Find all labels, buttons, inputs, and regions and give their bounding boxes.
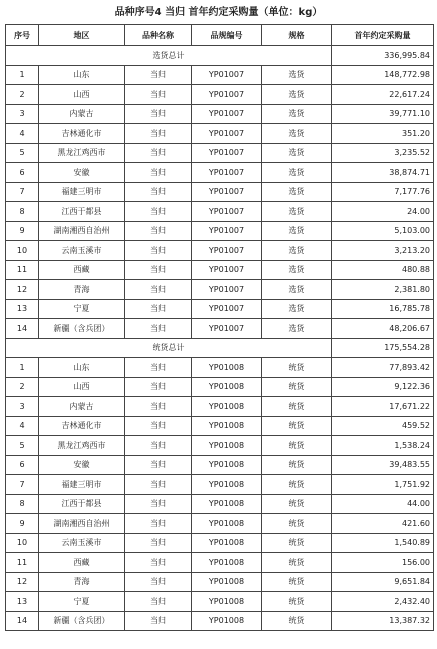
- table-row: [6, 377, 434, 397]
- cell-variety-name: 当归: [125, 436, 192, 456]
- cell-grade: 统货: [262, 572, 332, 592]
- cell-spec-code: YP01007: [192, 163, 262, 183]
- cell-no: 5: [6, 436, 39, 456]
- cell-grade: 统货: [262, 494, 332, 514]
- cell-no: 2: [6, 377, 39, 397]
- cell-spec-code: YP01007: [192, 124, 262, 144]
- cell-spec-code: YP01007: [192, 260, 262, 280]
- cell-grade: 选货: [262, 221, 332, 241]
- cell-no: 14: [6, 611, 39, 631]
- cell-spec-code: YP01007: [192, 65, 262, 85]
- cell-spec-code: YP01007: [192, 299, 262, 319]
- cell-spec-code: YP01008: [192, 553, 262, 573]
- cell-region: 湖南湘西自治州: [39, 514, 125, 534]
- cell-variety-name: 当归: [125, 319, 192, 339]
- cell-grade: 统货: [262, 514, 332, 534]
- cell-region: 安徽: [39, 163, 125, 183]
- cell-region: 福建三明市: [39, 475, 125, 495]
- cell-variety-name: 当归: [125, 553, 192, 573]
- cell-variety-name: 当归: [125, 611, 192, 631]
- cell-spec-code: YP01008: [192, 611, 262, 631]
- cell-spec-code: YP01007: [192, 221, 262, 241]
- cell-amount: 77,893.42: [332, 358, 434, 378]
- cell-variety-name: 当归: [125, 533, 192, 553]
- cell-region: 宁夏: [39, 299, 125, 319]
- cell-region: 山西: [39, 85, 125, 105]
- cell-grade: 选货: [262, 241, 332, 261]
- cell-no: 10: [6, 241, 39, 261]
- cell-amount: 9,122.36: [332, 377, 434, 397]
- cell-region: 云南玉溪市: [39, 241, 125, 261]
- cell-grade: 选货: [262, 319, 332, 339]
- table-row: [6, 143, 434, 163]
- cell-amount: 156.00: [332, 553, 434, 573]
- cell-variety-name: 当归: [125, 377, 192, 397]
- cell-variety-name: 当归: [125, 572, 192, 592]
- cell-region: 新疆（含兵团）: [39, 611, 125, 631]
- cell-amount: 17,671.22: [332, 397, 434, 417]
- cell-grade: 统货: [262, 533, 332, 553]
- cell-grade: 统货: [262, 475, 332, 495]
- subtotal-label: 选货总计: [6, 46, 332, 66]
- cell-amount: 2,432.40: [332, 592, 434, 612]
- table-row: [6, 572, 434, 592]
- cell-grade: 统货: [262, 436, 332, 456]
- cell-no: 4: [6, 416, 39, 436]
- table-row: [6, 319, 434, 339]
- table-row: [6, 533, 434, 553]
- cell-grade: 统货: [262, 377, 332, 397]
- cell-amount: 48,206.67: [332, 319, 434, 339]
- cell-amount: 24.00: [332, 202, 434, 222]
- cell-grade: 统货: [262, 416, 332, 436]
- cell-region: 山东: [39, 358, 125, 378]
- table-row: [6, 221, 434, 241]
- cell-no: 5: [6, 143, 39, 163]
- cell-grade: 统货: [262, 397, 332, 417]
- cell-spec-code: YP01008: [192, 377, 262, 397]
- cell-grade: 选货: [262, 182, 332, 202]
- header-spec-code: 品规编号: [192, 25, 262, 46]
- cell-spec-code: YP01007: [192, 85, 262, 105]
- table-row: [6, 514, 434, 534]
- cell-region: 福建三明市: [39, 182, 125, 202]
- cell-amount: 351.20: [332, 124, 434, 144]
- cell-amount: 39,483.55: [332, 455, 434, 475]
- cell-region: 宁夏: [39, 592, 125, 612]
- cell-grade: 选货: [262, 260, 332, 280]
- subtotal-row: [6, 46, 434, 66]
- cell-amount: 5,103.00: [332, 221, 434, 241]
- cell-no: 1: [6, 358, 39, 378]
- cell-spec-code: YP01008: [192, 436, 262, 456]
- header-first-year-amount: 首年约定采购量: [332, 25, 434, 46]
- cell-region: 吉林通化市: [39, 124, 125, 144]
- cell-spec-code: YP01008: [192, 455, 262, 475]
- cell-region: 山东: [39, 65, 125, 85]
- cell-region: 云南玉溪市: [39, 533, 125, 553]
- cell-amount: 38,874.71: [332, 163, 434, 183]
- cell-amount: 480.88: [332, 260, 434, 280]
- cell-region: 内蒙古: [39, 397, 125, 417]
- subtotal-label: 统货总计: [6, 338, 332, 358]
- cell-variety-name: 当归: [125, 163, 192, 183]
- table-row: [6, 397, 434, 417]
- cell-amount: 9,651.84: [332, 572, 434, 592]
- header-region: 地区: [39, 25, 125, 46]
- cell-spec-code: YP01007: [192, 202, 262, 222]
- cell-grade: 统货: [262, 358, 332, 378]
- table-row: [6, 104, 434, 124]
- cell-grade: 统货: [262, 592, 332, 612]
- cell-region: 黑龙江鸡西市: [39, 436, 125, 456]
- cell-grade: 选货: [262, 299, 332, 319]
- cell-variety-name: 当归: [125, 182, 192, 202]
- cell-no: 6: [6, 455, 39, 475]
- page-title: 品种序号4 当归 首年约定采购量（单位：kg）: [114, 7, 323, 18]
- cell-no: 12: [6, 572, 39, 592]
- table-row: [6, 260, 434, 280]
- cell-no: 11: [6, 260, 39, 280]
- cell-amount: 1,538.24: [332, 436, 434, 456]
- cell-grade: 选货: [262, 143, 332, 163]
- cell-spec-code: YP01008: [192, 397, 262, 417]
- cell-amount: 39,771.10: [332, 104, 434, 124]
- cell-no: 6: [6, 163, 39, 183]
- cell-no: 10: [6, 533, 39, 553]
- cell-variety-name: 当归: [125, 241, 192, 261]
- cell-variety-name: 当归: [125, 85, 192, 105]
- cell-spec-code: YP01007: [192, 280, 262, 300]
- cell-variety-name: 当归: [125, 397, 192, 417]
- cell-amount: 459.52: [332, 416, 434, 436]
- cell-region: 湖南湘西自治州: [39, 221, 125, 241]
- cell-region: 江西于都县: [39, 202, 125, 222]
- cell-no: 12: [6, 280, 39, 300]
- cell-amount: 22,617.24: [332, 85, 434, 105]
- cell-no: 9: [6, 221, 39, 241]
- cell-variety-name: 当归: [125, 221, 192, 241]
- cell-amount: 1,751.92: [332, 475, 434, 495]
- cell-no: 14: [6, 319, 39, 339]
- cell-no: 13: [6, 299, 39, 319]
- cell-variety-name: 当归: [125, 202, 192, 222]
- cell-spec-code: YP01008: [192, 533, 262, 553]
- table-row: [6, 163, 434, 183]
- table-row: [6, 65, 434, 85]
- cell-region: 青海: [39, 280, 125, 300]
- cell-variety-name: 当归: [125, 104, 192, 124]
- table-row: [6, 299, 434, 319]
- cell-variety-name: 当归: [125, 475, 192, 495]
- table-row: [6, 475, 434, 495]
- cell-region: 黑龙江鸡西市: [39, 143, 125, 163]
- table-row: [6, 553, 434, 573]
- cell-grade: 统货: [262, 611, 332, 631]
- cell-variety-name: 当归: [125, 124, 192, 144]
- cell-variety-name: 当归: [125, 514, 192, 534]
- cell-no: 2: [6, 85, 39, 105]
- table-row: [6, 592, 434, 612]
- table-row: [6, 202, 434, 222]
- cell-amount: 7,177.76: [332, 182, 434, 202]
- cell-variety-name: 当归: [125, 260, 192, 280]
- cell-spec-code: YP01007: [192, 143, 262, 163]
- table-row: [6, 358, 434, 378]
- cell-no: 13: [6, 592, 39, 612]
- cell-variety-name: 当归: [125, 416, 192, 436]
- cell-region: 西藏: [39, 553, 125, 573]
- cell-amount: 3,235.52: [332, 143, 434, 163]
- cell-no: 4: [6, 124, 39, 144]
- table-row: [6, 280, 434, 300]
- cell-region: 青海: [39, 572, 125, 592]
- cell-amount: 3,213.20: [332, 241, 434, 261]
- cell-variety-name: 当归: [125, 494, 192, 514]
- cell-variety-name: 当归: [125, 143, 192, 163]
- header-variety-name: 品种名称: [125, 25, 192, 46]
- cell-amount: 421.60: [332, 514, 434, 534]
- cell-no: 11: [6, 553, 39, 573]
- cell-grade: 选货: [262, 163, 332, 183]
- cell-amount: 16,785.78: [332, 299, 434, 319]
- cell-grade: 选货: [262, 280, 332, 300]
- cell-spec-code: YP01007: [192, 319, 262, 339]
- cell-variety-name: 当归: [125, 358, 192, 378]
- cell-region: 安徽: [39, 455, 125, 475]
- table-row: [6, 241, 434, 261]
- cell-spec-code: YP01008: [192, 572, 262, 592]
- cell-amount: 13,387.32: [332, 611, 434, 631]
- cell-spec-code: YP01008: [192, 592, 262, 612]
- cell-spec-code: YP01008: [192, 494, 262, 514]
- subtotal-value: 175,554.28: [332, 338, 434, 358]
- cell-no: 8: [6, 202, 39, 222]
- table-row: [6, 416, 434, 436]
- cell-amount: 148,772.98: [332, 65, 434, 85]
- header-no: 序号: [6, 25, 39, 46]
- cell-no: 3: [6, 104, 39, 124]
- cell-region: 内蒙古: [39, 104, 125, 124]
- cell-spec-code: YP01008: [192, 416, 262, 436]
- subtotal-value: 336,995.84: [332, 46, 434, 66]
- table-body: [6, 46, 434, 631]
- cell-spec-code: YP01007: [192, 241, 262, 261]
- table-row: [6, 124, 434, 144]
- cell-grade: 选货: [262, 65, 332, 85]
- table-row: [6, 182, 434, 202]
- cell-region: 江西于都县: [39, 494, 125, 514]
- cell-grade: 选货: [262, 124, 332, 144]
- cell-amount: 44.00: [332, 494, 434, 514]
- cell-amount: 1,540.89: [332, 533, 434, 553]
- cell-variety-name: 当归: [125, 299, 192, 319]
- cell-region: 西藏: [39, 260, 125, 280]
- cell-region: 山西: [39, 377, 125, 397]
- table-row: [6, 611, 434, 631]
- cell-region: 吉林通化市: [39, 416, 125, 436]
- cell-spec-code: YP01008: [192, 358, 262, 378]
- cell-spec-code: YP01008: [192, 475, 262, 495]
- cell-spec-code: YP01008: [192, 514, 262, 534]
- cell-no: 3: [6, 397, 39, 417]
- table-row: [6, 436, 434, 456]
- cell-amount: 2,381.80: [332, 280, 434, 300]
- table-row: [6, 85, 434, 105]
- cell-no: 7: [6, 182, 39, 202]
- cell-no: 8: [6, 494, 39, 514]
- cell-variety-name: 当归: [125, 280, 192, 300]
- cell-no: 7: [6, 475, 39, 495]
- cell-grade: 选货: [262, 202, 332, 222]
- cell-variety-name: 当归: [125, 65, 192, 85]
- cell-grade: 统货: [262, 553, 332, 573]
- cell-grade: 选货: [262, 104, 332, 124]
- table-row: [6, 455, 434, 475]
- cell-variety-name: 当归: [125, 592, 192, 612]
- header-grade: 规格: [262, 25, 332, 46]
- cell-no: 9: [6, 514, 39, 534]
- cell-grade: 统货: [262, 455, 332, 475]
- table-row: [6, 494, 434, 514]
- cell-spec-code: YP01007: [192, 104, 262, 124]
- subtotal-row: [6, 338, 434, 358]
- cell-no: 1: [6, 65, 39, 85]
- cell-spec-code: YP01007: [192, 182, 262, 202]
- procurement-table: [5, 24, 434, 631]
- cell-variety-name: 当归: [125, 455, 192, 475]
- cell-region: 新疆（含兵团）: [39, 319, 125, 339]
- table-header-row: [6, 25, 434, 46]
- cell-grade: 选货: [262, 85, 332, 105]
